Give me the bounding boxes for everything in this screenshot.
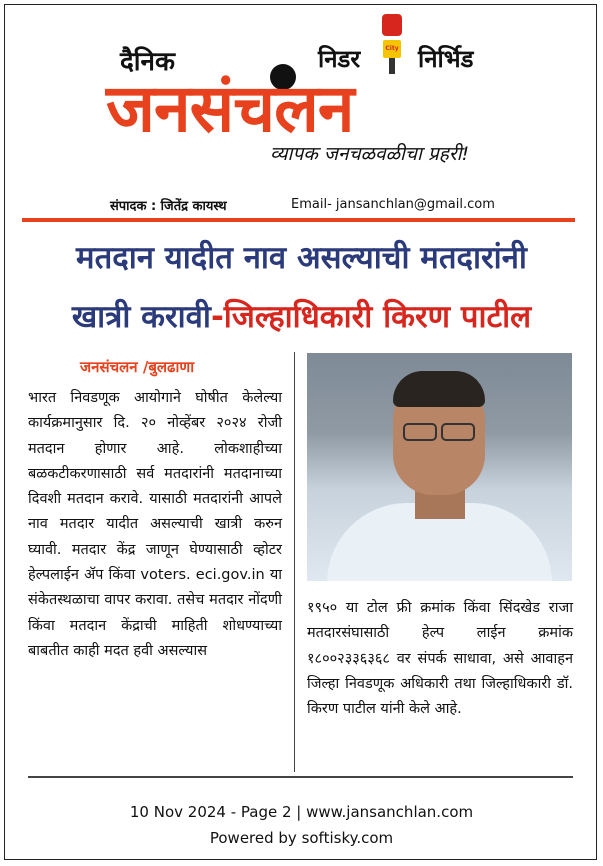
newspaper-name: जनसंचलन [106, 70, 354, 147]
masthead-nidar: निडर [318, 45, 361, 73]
footer-powered-by: Powered by softisky.com [209, 829, 394, 847]
editor-credit: संपादक : जितेंद्र कायस्थ [110, 199, 227, 214]
headline-line-2 [0, 295, 603, 337]
article-dateline: जनसंचलन /बुलढाणा [80, 358, 195, 376]
article-column-right: १९५० या टोल फ्री क्रमांक किंवा सिंदखेड राजा मतदारसंघासाठी हेल्प लाईन क्रमांक १८००२३३६३६८ वर संपर्क साधावा, असे आवाहन जिल्हा निवडणूक अधिकारी तथा जिल्हाधिकारी डॉ. किरण पाटील यांनी केले आहे. [307, 600, 573, 718]
header-divider [22, 218, 575, 222]
microphone-icon [382, 14, 402, 74]
masthead [100, 14, 500, 184]
masthead-tagline: व्यापक जनचळवळीचा प्रहरी! [270, 143, 470, 165]
headline-line-2-part-1: खात्री करावी [71, 299, 211, 335]
headline-line-1: मतदान यादीत नाव असल्याची मतदारांनी [76, 240, 527, 276]
footer-divider [28, 776, 573, 778]
collector-photo [307, 353, 572, 581]
masthead-dainik: दैनिक [120, 47, 175, 77]
article-column-left: भारत निवडणूक आयोगाने घोषीत केलेल्या कार्यक्रमानुसार दि. २० नोव्हेंबर २०२४ रोजी मतदान होणार आहे. लोकशाहीच्या बळकटीकरणासाठी सर्व मतदारांनी मतदानाच्या दिवशी मतदान करावे. यासाठी मतदारांनी आपले नाव मतदार यादीत असल्याची खात्री करुन घ्यावी. मतदार केंद्र जाणून घेण्यासाठी व्होटर हेल्पलाईन ॲप किंवा voters. eci.gov.in या संकेतस्थळाचा वापर करावा. तसेच मतदार नोंदणी किंवा मतदान केंद्राची माहिती शोधण्याच्या बाबतीत काही मदत हवी असल्यास [28, 390, 282, 659]
mic-city-label: City [385, 45, 399, 52]
footer-date-page: 10 Nov 2024 - Page 2 | www.jansanchlan.com [129, 803, 474, 821]
column-divider [294, 352, 295, 772]
editor-email: Email- jansanchlan@gmail.com [291, 197, 495, 212]
headline-line-2-part-2: -जिल्हाधिकारी किरण पाटील [210, 299, 532, 335]
masthead-nirbhid: निर्भिड [418, 45, 474, 73]
